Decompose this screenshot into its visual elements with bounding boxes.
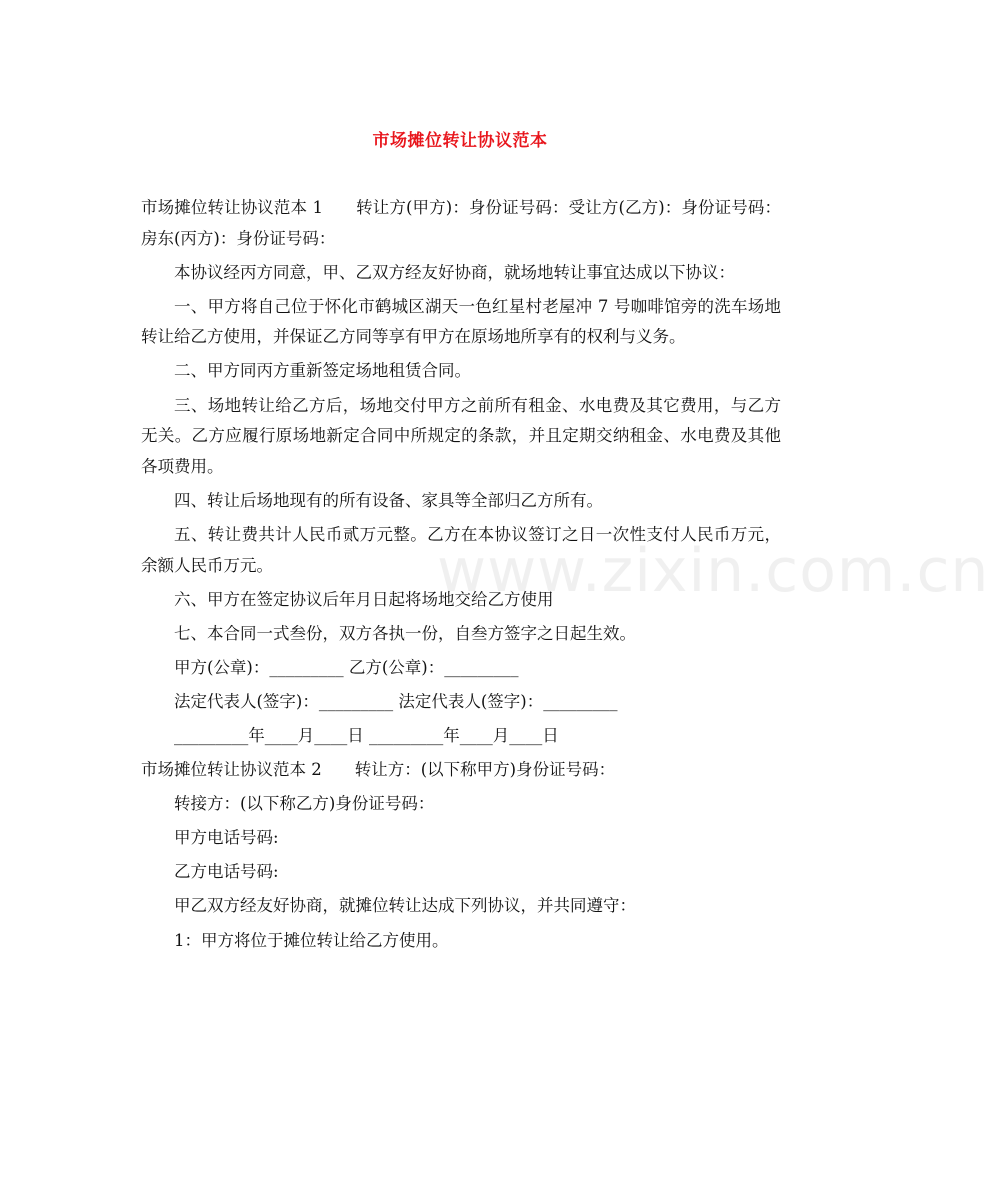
template-1-heading: 市场摊位转让协议范本 1 [141, 198, 324, 217]
paragraph-item-1: 1：甲方将位于摊位转让给乙方使用。 [174, 930, 449, 950]
template-2-transferor: 转让方：(以下称甲方)身份证号码： [354, 760, 616, 780]
template-1-parties: 转让方(甲方)：身份证号码：受让方(乙方)：身份证号码：房东(丙方)：身份证号码： [141, 198, 781, 248]
paragraph-clause-1: 一、甲方将自己位于怀化市鹤城区湖天一色红星村老屋冲 7 号咖啡馆旁的洗车场地转让给乙方使用，并保证乙方同等享有甲方在原场地所享有的权利与义务。 [141, 296, 781, 347]
document-title: 市场摊位转让协议范本 [372, 131, 548, 151]
paragraph-negotiation: 甲乙双方经友好协商，就摊位转让达成下列协议，并共同遵守： [174, 896, 636, 916]
signature-seal-line: 甲方(公章)：_________ 乙方(公章)：_________ [174, 657, 519, 677]
paragraph-template-2-header [141, 755, 781, 786]
paragraph-clause-5: 五、转让费共计人民币贰万元整。乙方在本协议签订之日一次性支付人民币万元，余额人民币万元。 [141, 524, 781, 575]
paragraph-clause-3: 三、场地转让给乙方后，场地交付甲方之前所有租金、水电费及其它费用，与乙方无关。乙方应履行原场地新定合同中所规定的条款，并且定期交纳租金、水电费及其他各项费用。 [141, 395, 781, 476]
paragraph-clause-7: 七、本合同一式叁份，双方各执一份，自叁方签字之日起生效。 [174, 623, 636, 643]
template-2-heading: 市场摊位转让协议范本 2 [141, 760, 322, 780]
document-body [141, 193, 781, 960]
watermark: www.zixin.com.cn [437, 536, 989, 606]
signature-representative-line: 法定代表人(签字)：_________ 法定代表人(签字)：_________ [174, 691, 618, 711]
paragraph-template-1-header [141, 193, 781, 254]
paragraph-agreement-intro: 本协议经丙方同意，甲、乙双方经友好协商，就场地转让事宜达成以下协议： [174, 262, 735, 282]
paragraph-clause-4: 四、转让后场地现有的所有设备、家具等全部归乙方所有。 [174, 490, 603, 510]
paragraph-transferee: 转接方：(以下称乙方)身份证号码： [174, 794, 435, 814]
signature-date-line: _________年____月____日 _________年____月____日 [174, 726, 559, 745]
paragraph-clause-6: 六、甲方在签定协议后年月日起将场地交给乙方使用 [174, 589, 554, 609]
paragraph-party-a-phone: 甲方电话号码: [174, 828, 279, 848]
paragraph-clause-2: 二、甲方同丙方重新签定场地租赁合同。 [174, 361, 471, 381]
paragraph-party-b-phone: 乙方电话号码: [174, 862, 279, 882]
